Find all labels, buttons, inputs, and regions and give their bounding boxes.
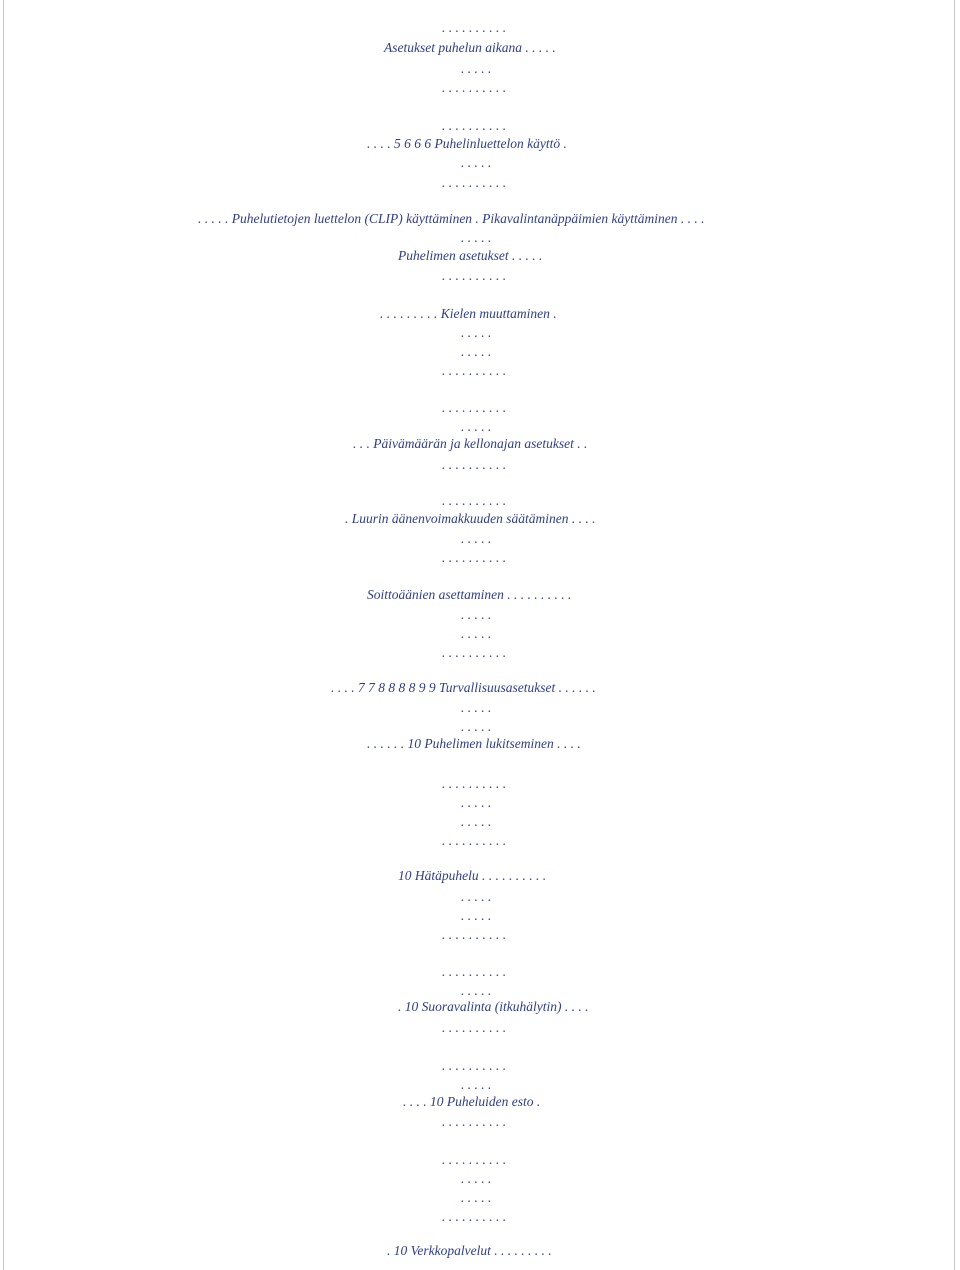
toc-line: . . . . . . . . . . xyxy=(442,363,507,378)
toc-line: . . . . . xyxy=(461,908,492,923)
toc-line: . . . . . xyxy=(461,155,492,170)
toc-line: . . . . . xyxy=(461,983,492,998)
toc-line: Asetukset puhelun aikana . . . . . xyxy=(384,40,556,55)
toc-line: . . . . . . . . . . xyxy=(442,776,507,791)
toc-line: . . . . . xyxy=(461,889,492,904)
toc-line: . . . . . . . . . . xyxy=(442,964,507,979)
toc-line: . . . . . . . . . . xyxy=(442,493,507,508)
toc-line: . . . . . xyxy=(461,1171,492,1186)
toc-line: . . . . . . . . . . xyxy=(442,550,507,565)
toc-line: . . . . . xyxy=(461,1077,492,1092)
toc-line: . . . . . xyxy=(461,230,492,245)
toc-line: . . . . . . . . . . xyxy=(442,1209,507,1224)
toc-line: . . . . . . . . . . xyxy=(442,1020,507,1035)
toc-line: . . . . . . . . . . xyxy=(442,645,507,660)
toc-line: . . . . . xyxy=(461,325,492,340)
toc-line: . . . . . . . . . . xyxy=(442,80,507,95)
toc-line: . . . . . . . . . Kielen muuttaminen . xyxy=(380,306,557,321)
toc-line: . . . . . . . . . . xyxy=(442,268,507,283)
toc-line: . . . . . xyxy=(461,531,492,546)
toc-line: . . . . . . . . . . xyxy=(442,1058,507,1073)
toc-line: . . . . . xyxy=(461,419,492,434)
toc-line: . . . . . xyxy=(461,607,492,622)
toc-line: . . . . . xyxy=(461,719,492,734)
toc-line: . 10 Suoravalinta (itkuhälytin) . . . . xyxy=(398,999,589,1014)
toc-line: . . . . . . . . . . xyxy=(442,1152,507,1167)
toc-line: . . . . . xyxy=(461,344,492,359)
toc-line: . Luurin äänenvoimakkuuden säätäminen . . . . xyxy=(345,511,596,526)
toc-line: . . . . . . 10 Puhelimen lukitseminen . . . . xyxy=(367,736,581,751)
toc-line: . . . . . . . . . . xyxy=(442,400,507,415)
toc-line: . . . . . xyxy=(461,814,492,829)
toc-line: . . . . 10 Puheluiden esto . xyxy=(403,1094,541,1109)
toc-line: . 10 Verkkopalvelut . . . . . . . . . xyxy=(387,1243,552,1258)
toc-line: . . . . . . . . . . xyxy=(442,175,507,190)
toc-line: . . . . . . . . . . xyxy=(442,20,507,35)
toc-line: . . . . . . . . . . xyxy=(442,927,507,942)
toc-line: . . . . 7 7 8 8 8 8 9 9 Turvallisuusasetukset . . . . . . xyxy=(331,680,596,695)
toc-line: Soittoäänien asettaminen . . . . . . . . . . xyxy=(367,587,572,602)
toc-line: . . . Päivämäärän ja kellonajan asetukset . . xyxy=(353,436,588,451)
toc-line: . . . . . xyxy=(461,626,492,641)
toc-line: . . . . 5 6 6 6 Puhelinluettelon käyttö . xyxy=(367,136,567,151)
toc-line: . . . . . xyxy=(461,700,492,715)
toc-line: . . . . . . . . . . xyxy=(442,457,507,472)
toc-line: . . . . . Puhelutietojen luettelon (CLIP) käyttäminen . Pikavalintanäppäimien käyttäminen . . . . xyxy=(198,211,705,226)
toc-line: . . . . . xyxy=(461,61,492,76)
toc-line: Puhelimen asetukset . . . . . xyxy=(398,248,543,263)
toc-line: . . . . . . . . . . xyxy=(442,833,507,848)
toc-line: . . . . . xyxy=(461,795,492,810)
toc-line: . . . . . . . . . . xyxy=(442,1114,507,1129)
toc-line: . . . . . xyxy=(461,1190,492,1205)
toc-line: 10 Hätäpuhelu . . . . . . . . . . xyxy=(398,868,547,883)
toc-line: . . . . . . . . . . xyxy=(442,118,507,133)
